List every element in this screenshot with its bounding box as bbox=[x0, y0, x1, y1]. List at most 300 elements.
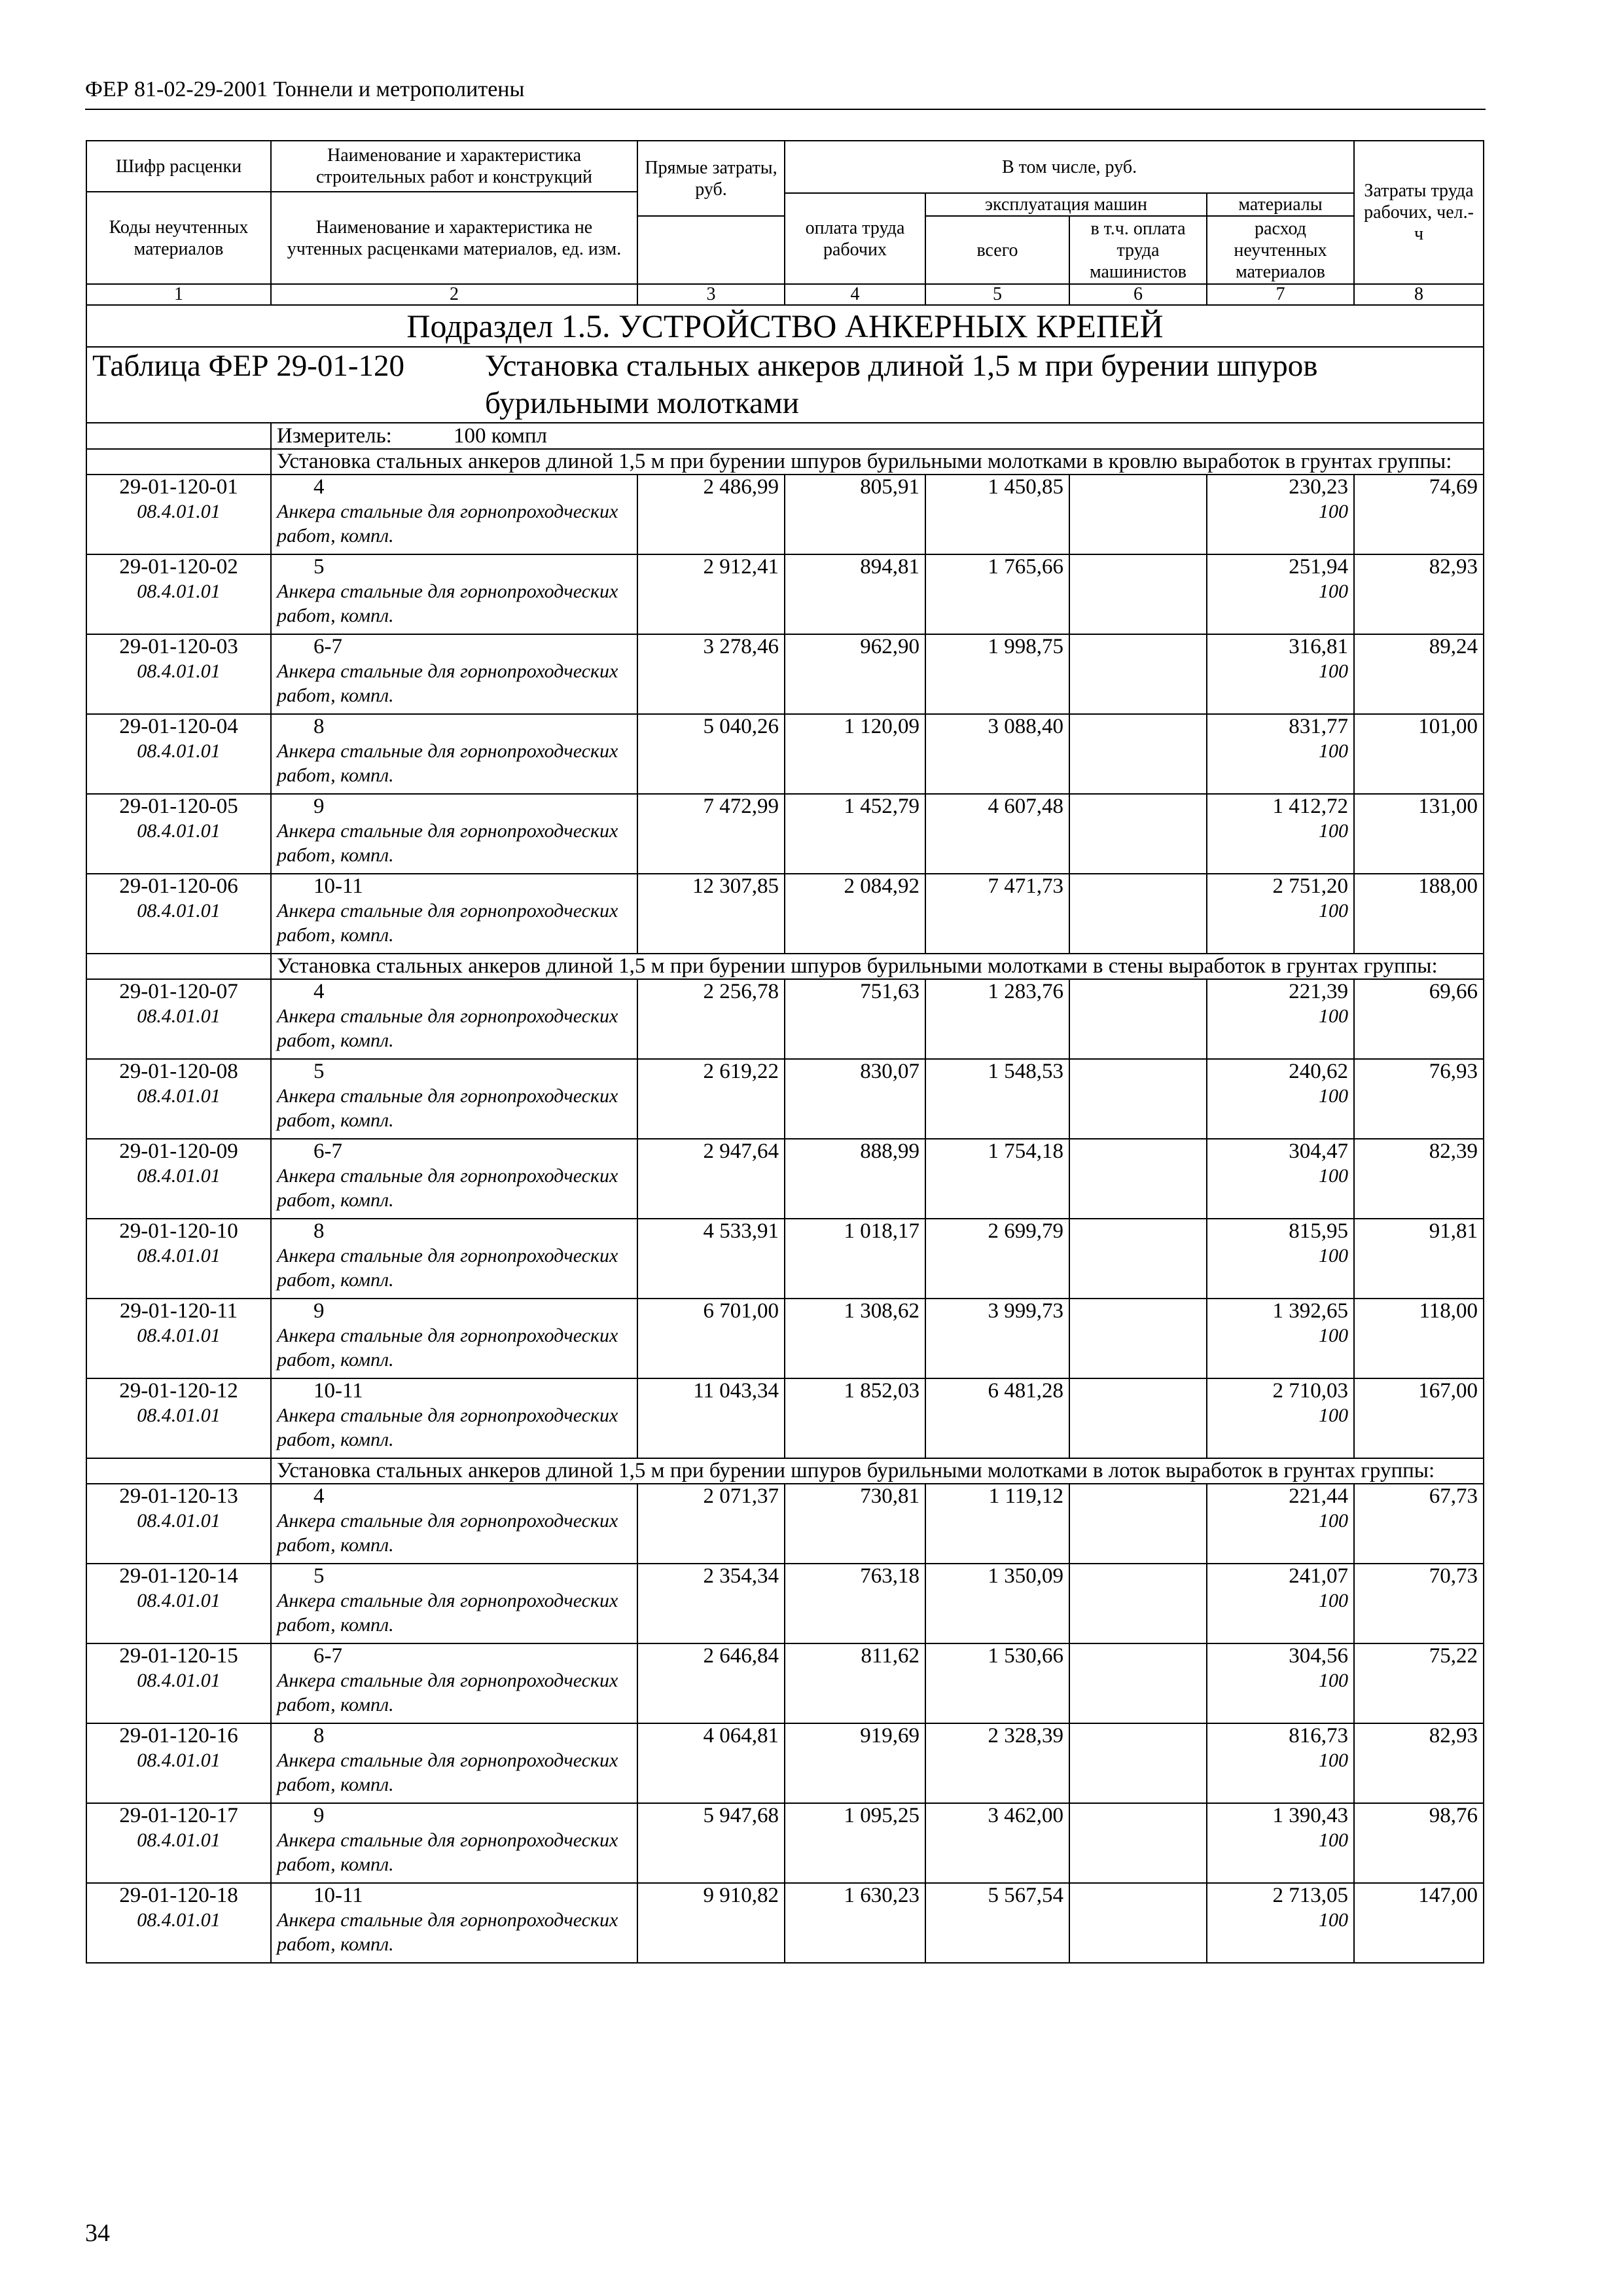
col-num: 8 bbox=[1354, 284, 1484, 305]
material-qty: 100 bbox=[1319, 1165, 1349, 1187]
labor: 101,00 bbox=[1354, 714, 1484, 794]
materials-cell bbox=[1207, 1883, 1354, 1963]
material-code: 08.4.01.01 bbox=[137, 740, 221, 762]
labor: 75,22 bbox=[1354, 1643, 1484, 1723]
materials-cell bbox=[1207, 794, 1354, 874]
material-code: 08.4.01.01 bbox=[137, 660, 221, 682]
material-name: Анкера стальные для горнопроходческих работ, компл. bbox=[277, 1325, 618, 1371]
table-heading bbox=[86, 347, 1484, 423]
soil-group: 9 bbox=[313, 1804, 325, 1827]
materials-cell bbox=[1207, 1723, 1354, 1803]
machinists-wages bbox=[1069, 1059, 1207, 1139]
material-qty: 100 bbox=[1319, 581, 1349, 602]
material-name: Анкера стальные для горнопроходческих работ, компл. bbox=[277, 1829, 618, 1875]
machines-total: 1 765,66 bbox=[925, 554, 1069, 634]
col-num: 7 bbox=[1207, 284, 1354, 305]
rate-code-cell bbox=[86, 1564, 271, 1643]
materials: 221,39 bbox=[1289, 980, 1349, 1003]
machinists-wages bbox=[1069, 634, 1207, 714]
direct-cost: 2 071,37 bbox=[637, 1484, 785, 1564]
group-caption-row bbox=[86, 449, 1484, 475]
table-row bbox=[86, 554, 1484, 634]
col-num: 1 bbox=[86, 284, 271, 305]
rate-name-cell bbox=[271, 794, 637, 874]
materials-cell bbox=[1207, 634, 1354, 714]
materials-cell bbox=[1207, 1803, 1354, 1883]
labor: 82,93 bbox=[1354, 554, 1484, 634]
wages: 1 852,03 bbox=[785, 1378, 925, 1458]
direct-cost: 2 486,99 bbox=[637, 475, 785, 554]
direct-cost: 5 947,68 bbox=[637, 1803, 785, 1883]
direct-cost: 12 307,85 bbox=[637, 874, 785, 954]
material-name: Анкера стальные для горнопроходческих работ, компл. bbox=[277, 1165, 618, 1211]
rate-code-cell bbox=[86, 1484, 271, 1564]
direct-cost: 9 910,82 bbox=[637, 1883, 785, 1963]
material-code: 08.4.01.01 bbox=[137, 820, 221, 842]
direct-cost: 6 701,00 bbox=[637, 1299, 785, 1378]
rate-code: 29-01-120-08 bbox=[119, 1060, 238, 1083]
material-name: Анкера стальные для горнопроходческих работ, компл. bbox=[277, 1005, 618, 1051]
col-mach-total-header: всего bbox=[925, 216, 1069, 284]
measure-value: 100 компл bbox=[454, 424, 547, 448]
table-row bbox=[86, 1803, 1484, 1883]
wages: 962,90 bbox=[785, 634, 925, 714]
material-code: 08.4.01.01 bbox=[137, 1829, 221, 1851]
machines-total: 5 567,54 bbox=[925, 1883, 1069, 1963]
machinists-wages bbox=[1069, 1219, 1207, 1299]
table-row bbox=[86, 1564, 1484, 1643]
materials: 1 392,65 bbox=[1272, 1299, 1349, 1323]
table-row bbox=[86, 1883, 1484, 1963]
wages: 894,81 bbox=[785, 554, 925, 634]
machinists-wages bbox=[1069, 554, 1207, 634]
wages: 763,18 bbox=[785, 1564, 925, 1643]
materials: 304,56 bbox=[1289, 1644, 1349, 1668]
rate-code-cell bbox=[86, 554, 271, 634]
table-label: Таблица ФЕР 29-01-120 bbox=[92, 349, 405, 383]
rate-code: 29-01-120-15 bbox=[119, 1644, 238, 1668]
materials-cell bbox=[1207, 979, 1354, 1059]
table-row bbox=[86, 1378, 1484, 1458]
direct-cost: 2 354,34 bbox=[637, 1564, 785, 1643]
materials-cell bbox=[1207, 714, 1354, 794]
table-row bbox=[86, 1139, 1484, 1219]
rates-table bbox=[86, 140, 1484, 1964]
rate-name-cell bbox=[271, 554, 637, 634]
rate-code: 29-01-120-07 bbox=[119, 980, 238, 1003]
rate-code: 29-01-120-10 bbox=[119, 1219, 238, 1243]
machines-total: 2 328,39 bbox=[925, 1723, 1069, 1803]
material-code: 08.4.01.01 bbox=[137, 1670, 221, 1691]
group-caption-row bbox=[86, 954, 1484, 979]
soil-group: 4 bbox=[313, 1484, 325, 1508]
soil-group: 5 bbox=[313, 555, 325, 579]
rate-code: 29-01-120-12 bbox=[119, 1379, 238, 1403]
col-materials-header: материалы bbox=[1207, 193, 1354, 216]
soil-group: 5 bbox=[313, 1060, 325, 1083]
table-row bbox=[86, 475, 1484, 554]
wages: 1 308,62 bbox=[785, 1299, 925, 1378]
materials-cell bbox=[1207, 1378, 1354, 1458]
materials: 1 412,72 bbox=[1272, 795, 1349, 818]
group-caption-blank bbox=[86, 1458, 271, 1484]
rate-code: 29-01-120-16 bbox=[119, 1724, 238, 1748]
table-title: Установка стальных анкеров длиной 1,5 м при бурении шпуров бурильными молотками bbox=[485, 349, 1318, 420]
rate-code-cell bbox=[86, 634, 271, 714]
labor: 98,76 bbox=[1354, 1803, 1484, 1883]
materials: 2 713,05 bbox=[1272, 1884, 1349, 1907]
material-qty: 100 bbox=[1319, 1085, 1349, 1107]
machinists-wages bbox=[1069, 1564, 1207, 1643]
labor: 67,73 bbox=[1354, 1484, 1484, 1564]
rate-name-cell bbox=[271, 1723, 637, 1803]
table-row bbox=[86, 874, 1484, 954]
header-rule bbox=[85, 109, 1486, 110]
rate-code: 29-01-120-14 bbox=[119, 1564, 238, 1588]
wages: 2 084,92 bbox=[785, 874, 925, 954]
materials: 240,62 bbox=[1289, 1060, 1349, 1083]
direct-cost: 2 619,22 bbox=[637, 1059, 785, 1139]
rate-code-cell bbox=[86, 1723, 271, 1803]
table-row bbox=[86, 794, 1484, 874]
col-machines-header: эксплуатация машин bbox=[925, 193, 1207, 216]
group-caption-blank bbox=[86, 954, 271, 979]
section-title: Подраздел 1.5. УСТРОЙСТВО АНКЕРНЫХ КРЕПЕЙ bbox=[86, 305, 1484, 347]
material-code: 08.4.01.01 bbox=[137, 1510, 221, 1532]
col-direct-blank bbox=[637, 216, 785, 284]
rate-name-cell bbox=[271, 1059, 637, 1139]
soil-group: 10-11 bbox=[313, 874, 363, 898]
machinists-wages bbox=[1069, 1378, 1207, 1458]
soil-group: 6-7 bbox=[313, 635, 342, 658]
soil-group: 5 bbox=[313, 1564, 325, 1588]
measure-label: Измеритель: bbox=[277, 424, 392, 448]
machinists-wages bbox=[1069, 1299, 1207, 1378]
material-qty: 100 bbox=[1319, 1005, 1349, 1027]
labor: 188,00 bbox=[1354, 874, 1484, 954]
group-caption: Установка стальных анкеров длиной 1,5 м при бурении шпуров бурильными молотками в стены выработок в грунтах группы: bbox=[271, 954, 1484, 979]
machines-total: 1 998,75 bbox=[925, 634, 1069, 714]
materials: 304,47 bbox=[1289, 1139, 1349, 1163]
material-qty: 100 bbox=[1319, 1829, 1349, 1851]
material-name: Анкера стальные для горнопроходческих работ, компл. bbox=[277, 1085, 618, 1131]
soil-group: 10-11 bbox=[313, 1884, 363, 1907]
direct-cost: 7 472,99 bbox=[637, 794, 785, 874]
wages: 1 095,25 bbox=[785, 1803, 925, 1883]
material-qty: 100 bbox=[1319, 820, 1349, 842]
table-row bbox=[86, 1299, 1484, 1378]
col-num: 2 bbox=[271, 284, 637, 305]
material-code: 08.4.01.01 bbox=[137, 1909, 221, 1931]
col-labor-header: Затраты труда рабочих, чел.-ч bbox=[1354, 141, 1484, 284]
machines-total: 6 481,28 bbox=[925, 1378, 1069, 1458]
rate-name-cell bbox=[271, 979, 637, 1059]
group-caption: Установка стальных анкеров длиной 1,5 м при бурении шпуров бурильными молотками в кровлю выработок в грунтах группы: bbox=[271, 449, 1484, 475]
col-code-header: Шифр расценки bbox=[86, 141, 271, 192]
materials: 221,44 bbox=[1289, 1484, 1349, 1508]
soil-group: 8 bbox=[313, 1724, 325, 1748]
material-name: Анкера стальные для горнопроходческих работ, компл. bbox=[277, 1909, 618, 1955]
direct-cost: 2 256,78 bbox=[637, 979, 785, 1059]
machinists-wages bbox=[1069, 794, 1207, 874]
materials: 2 751,20 bbox=[1272, 874, 1349, 898]
materials: 2 710,03 bbox=[1272, 1379, 1349, 1403]
labor: 82,93 bbox=[1354, 1723, 1484, 1803]
rate-name-cell bbox=[271, 714, 637, 794]
col-name-header: Наименование и характеристика строительных работ и конструкций bbox=[271, 141, 637, 192]
col-name-unacc-header: Наименование и характеристика не учтенных расценками материалов, ед. изм. bbox=[271, 192, 637, 284]
material-name: Анкера стальные для горнопроходческих работ, компл. bbox=[277, 900, 618, 946]
material-name: Анкера стальные для горнопроходческих работ, компл. bbox=[277, 1670, 618, 1715]
labor: 91,81 bbox=[1354, 1219, 1484, 1299]
materials-cell bbox=[1207, 1219, 1354, 1299]
material-qty: 100 bbox=[1319, 660, 1349, 682]
table-row bbox=[86, 1059, 1484, 1139]
machinists-wages bbox=[1069, 874, 1207, 954]
rate-name-cell bbox=[271, 1139, 637, 1219]
machinists-wages bbox=[1069, 1643, 1207, 1723]
material-qty: 100 bbox=[1319, 1510, 1349, 1532]
machines-total: 1 530,66 bbox=[925, 1643, 1069, 1723]
materials-cell bbox=[1207, 1299, 1354, 1378]
machines-total: 3 462,00 bbox=[925, 1803, 1069, 1883]
materials-cell bbox=[1207, 554, 1354, 634]
material-qty: 100 bbox=[1319, 1325, 1349, 1346]
materials-cell bbox=[1207, 1564, 1354, 1643]
soil-group: 4 bbox=[313, 980, 325, 1003]
labor: 89,24 bbox=[1354, 634, 1484, 714]
col-num: 3 bbox=[637, 284, 785, 305]
material-name: Анкера стальные для горнопроходческих работ, компл. bbox=[277, 740, 618, 786]
material-code: 08.4.01.01 bbox=[137, 1749, 221, 1771]
labor: 69,66 bbox=[1354, 979, 1484, 1059]
labor: 147,00 bbox=[1354, 1883, 1484, 1963]
col-direct-header: Прямые затраты, руб. bbox=[637, 141, 785, 216]
material-name: Анкера стальные для горнопроходческих работ, компл. bbox=[277, 1405, 618, 1450]
machines-total: 1 283,76 bbox=[925, 979, 1069, 1059]
table-row bbox=[86, 1723, 1484, 1803]
labor: 131,00 bbox=[1354, 794, 1484, 874]
labor: 167,00 bbox=[1354, 1378, 1484, 1458]
materials-cell bbox=[1207, 1059, 1354, 1139]
rate-code: 29-01-120-04 bbox=[119, 715, 238, 738]
material-name: Анкера стальные для горнопроходческих работ, компл. bbox=[277, 1245, 618, 1291]
machines-total: 3 999,73 bbox=[925, 1299, 1069, 1378]
rate-name-cell bbox=[271, 1643, 637, 1723]
wages: 1 630,23 bbox=[785, 1883, 925, 1963]
material-qty: 100 bbox=[1319, 1670, 1349, 1691]
material-code: 08.4.01.01 bbox=[137, 1085, 221, 1107]
material-qty: 100 bbox=[1319, 1405, 1349, 1426]
wages: 805,91 bbox=[785, 475, 925, 554]
rate-code-cell bbox=[86, 1883, 271, 1963]
soil-group: 10-11 bbox=[313, 1379, 363, 1403]
labor: 76,93 bbox=[1354, 1059, 1484, 1139]
material-name: Анкера стальные для горнопроходческих работ, компл. bbox=[277, 820, 618, 866]
wages: 730,81 bbox=[785, 1484, 925, 1564]
rate-code: 29-01-120-13 bbox=[119, 1484, 238, 1508]
labor: 74,69 bbox=[1354, 475, 1484, 554]
machinists-wages bbox=[1069, 1139, 1207, 1219]
soil-group: 9 bbox=[313, 1299, 325, 1323]
machines-total: 1 450,85 bbox=[925, 475, 1069, 554]
soil-group: 9 bbox=[313, 795, 325, 818]
direct-cost: 3 278,46 bbox=[637, 634, 785, 714]
machines-total: 1 350,09 bbox=[925, 1564, 1069, 1643]
machinists-wages bbox=[1069, 475, 1207, 554]
material-name: Анкера стальные для горнопроходческих работ, компл. bbox=[277, 1749, 618, 1795]
col-codes-unacc-header: Коды неучтенных материалов bbox=[86, 192, 271, 284]
material-qty: 100 bbox=[1319, 1590, 1349, 1611]
rate-code: 29-01-120-02 bbox=[119, 555, 238, 579]
col-mach-wages-header: в т.ч. оплата труда машинистов bbox=[1069, 216, 1207, 284]
material-name: Анкера стальные для горнопроходческих работ, компл. bbox=[277, 660, 618, 706]
machines-total: 7 471,73 bbox=[925, 874, 1069, 954]
rate-name-cell bbox=[271, 1219, 637, 1299]
page-number: 34 bbox=[85, 2219, 110, 2247]
machinists-wages bbox=[1069, 1883, 1207, 1963]
wages: 919,69 bbox=[785, 1723, 925, 1803]
material-qty: 100 bbox=[1319, 501, 1349, 522]
rate-code-cell bbox=[86, 1139, 271, 1219]
material-code: 08.4.01.01 bbox=[137, 1165, 221, 1187]
col-incl-header: В том числе, руб. bbox=[785, 141, 1354, 193]
material-code: 08.4.01.01 bbox=[137, 1005, 221, 1027]
materials-cell bbox=[1207, 1139, 1354, 1219]
rate-code-cell bbox=[86, 794, 271, 874]
soil-group: 6-7 bbox=[313, 1139, 342, 1163]
rate-code-cell bbox=[86, 1059, 271, 1139]
rate-code: 29-01-120-03 bbox=[119, 635, 238, 658]
material-code: 08.4.01.01 bbox=[137, 501, 221, 522]
rate-name-cell bbox=[271, 1803, 637, 1883]
soil-group: 8 bbox=[313, 715, 325, 738]
direct-cost: 4 533,91 bbox=[637, 1219, 785, 1299]
direct-cost: 2 912,41 bbox=[637, 554, 785, 634]
materials-cell bbox=[1207, 874, 1354, 954]
material-qty: 100 bbox=[1319, 1749, 1349, 1771]
measure-blank bbox=[86, 423, 271, 449]
rate-code: 29-01-120-11 bbox=[119, 1299, 238, 1323]
rate-code-cell bbox=[86, 979, 271, 1059]
soil-group: 8 bbox=[313, 1219, 325, 1243]
material-code: 08.4.01.01 bbox=[137, 900, 221, 922]
direct-cost: 5 040,26 bbox=[637, 714, 785, 794]
wages: 1 452,79 bbox=[785, 794, 925, 874]
rate-code-cell bbox=[86, 1643, 271, 1723]
rate-code-cell bbox=[86, 1803, 271, 1883]
materials: 316,81 bbox=[1289, 635, 1349, 658]
direct-cost: 4 064,81 bbox=[637, 1723, 785, 1803]
table-row bbox=[86, 979, 1484, 1059]
wages: 830,07 bbox=[785, 1059, 925, 1139]
machines-total: 4 607,48 bbox=[925, 794, 1069, 874]
rate-code: 29-01-120-17 bbox=[119, 1804, 238, 1827]
rate-code: 29-01-120-09 bbox=[119, 1139, 238, 1163]
materials: 251,94 bbox=[1289, 555, 1349, 579]
rate-code-cell bbox=[86, 1219, 271, 1299]
col-num: 5 bbox=[925, 284, 1069, 305]
rate-name-cell bbox=[271, 1484, 637, 1564]
soil-group: 4 bbox=[313, 475, 325, 499]
material-code: 08.4.01.01 bbox=[137, 1325, 221, 1346]
direct-cost: 11 043,34 bbox=[637, 1378, 785, 1458]
material-code: 08.4.01.01 bbox=[137, 1590, 221, 1611]
material-name: Анкера стальные для горнопроходческих работ, компл. bbox=[277, 1510, 618, 1556]
material-name: Анкера стальные для горнопроходческих работ, компл. bbox=[277, 501, 618, 547]
material-qty: 100 bbox=[1319, 900, 1349, 922]
machines-total: 1 119,12 bbox=[925, 1484, 1069, 1564]
rate-code-cell bbox=[86, 874, 271, 954]
rate-name-cell bbox=[271, 874, 637, 954]
col-num: 4 bbox=[785, 284, 925, 305]
rate-code: 29-01-120-01 bbox=[119, 475, 238, 499]
materials-cell bbox=[1207, 475, 1354, 554]
material-code: 08.4.01.01 bbox=[137, 1245, 221, 1266]
labor: 70,73 bbox=[1354, 1564, 1484, 1643]
measure bbox=[271, 423, 1484, 449]
machinists-wages bbox=[1069, 979, 1207, 1059]
rate-name-cell bbox=[271, 1299, 637, 1378]
materials: 241,07 bbox=[1289, 1564, 1349, 1588]
col-num: 6 bbox=[1069, 284, 1207, 305]
rate-code-cell bbox=[86, 714, 271, 794]
direct-cost: 2 947,64 bbox=[637, 1139, 785, 1219]
rate-name-cell bbox=[271, 1378, 637, 1458]
rate-code: 29-01-120-06 bbox=[119, 874, 238, 898]
table-row bbox=[86, 1643, 1484, 1723]
rate-code-cell bbox=[86, 475, 271, 554]
column-numbers-row bbox=[86, 284, 1484, 305]
col-mat-cons-header: расход неучтенных материалов bbox=[1207, 216, 1354, 284]
materials: 1 390,43 bbox=[1272, 1804, 1349, 1827]
machines-total: 1 548,53 bbox=[925, 1059, 1069, 1139]
rate-name-cell bbox=[271, 634, 637, 714]
wages: 1 018,17 bbox=[785, 1219, 925, 1299]
wages: 811,62 bbox=[785, 1643, 925, 1723]
wages: 888,99 bbox=[785, 1139, 925, 1219]
page-header: ФЕР 81-02-29-2001 Тоннели и метрополитены bbox=[85, 77, 525, 101]
wages: 1 120,09 bbox=[785, 714, 925, 794]
labor: 82,39 bbox=[1354, 1139, 1484, 1219]
rate-code: 29-01-120-05 bbox=[119, 795, 238, 818]
materials-cell bbox=[1207, 1484, 1354, 1564]
machinists-wages bbox=[1069, 1723, 1207, 1803]
group-caption: Установка стальных анкеров длиной 1,5 м при бурении шпуров бурильными молотками в лоток выработок в грунтах группы: bbox=[271, 1458, 1484, 1484]
table-row bbox=[86, 634, 1484, 714]
material-name: Анкера стальные для горнопроходческих работ, компл. bbox=[277, 1590, 618, 1636]
rate-name-cell bbox=[271, 475, 637, 554]
machinists-wages bbox=[1069, 1484, 1207, 1564]
material-qty: 100 bbox=[1319, 1909, 1349, 1931]
table-row bbox=[86, 1219, 1484, 1299]
rate-code-cell bbox=[86, 1378, 271, 1458]
machines-total: 1 754,18 bbox=[925, 1139, 1069, 1219]
col-wages-header: оплата труда рабочих bbox=[785, 193, 925, 284]
materials: 831,77 bbox=[1289, 715, 1349, 738]
materials-cell bbox=[1207, 1643, 1354, 1723]
rate-name-cell bbox=[271, 1564, 637, 1643]
materials: 815,95 bbox=[1289, 1219, 1349, 1243]
material-code: 08.4.01.01 bbox=[137, 1405, 221, 1426]
material-name: Анкера стальные для горнопроходческих работ, компл. bbox=[277, 581, 618, 626]
materials: 230,23 bbox=[1289, 475, 1349, 499]
rate-name-cell bbox=[271, 1883, 637, 1963]
group-caption-blank bbox=[86, 449, 271, 475]
material-qty: 100 bbox=[1319, 740, 1349, 762]
wages: 751,63 bbox=[785, 979, 925, 1059]
materials: 816,73 bbox=[1289, 1724, 1349, 1748]
